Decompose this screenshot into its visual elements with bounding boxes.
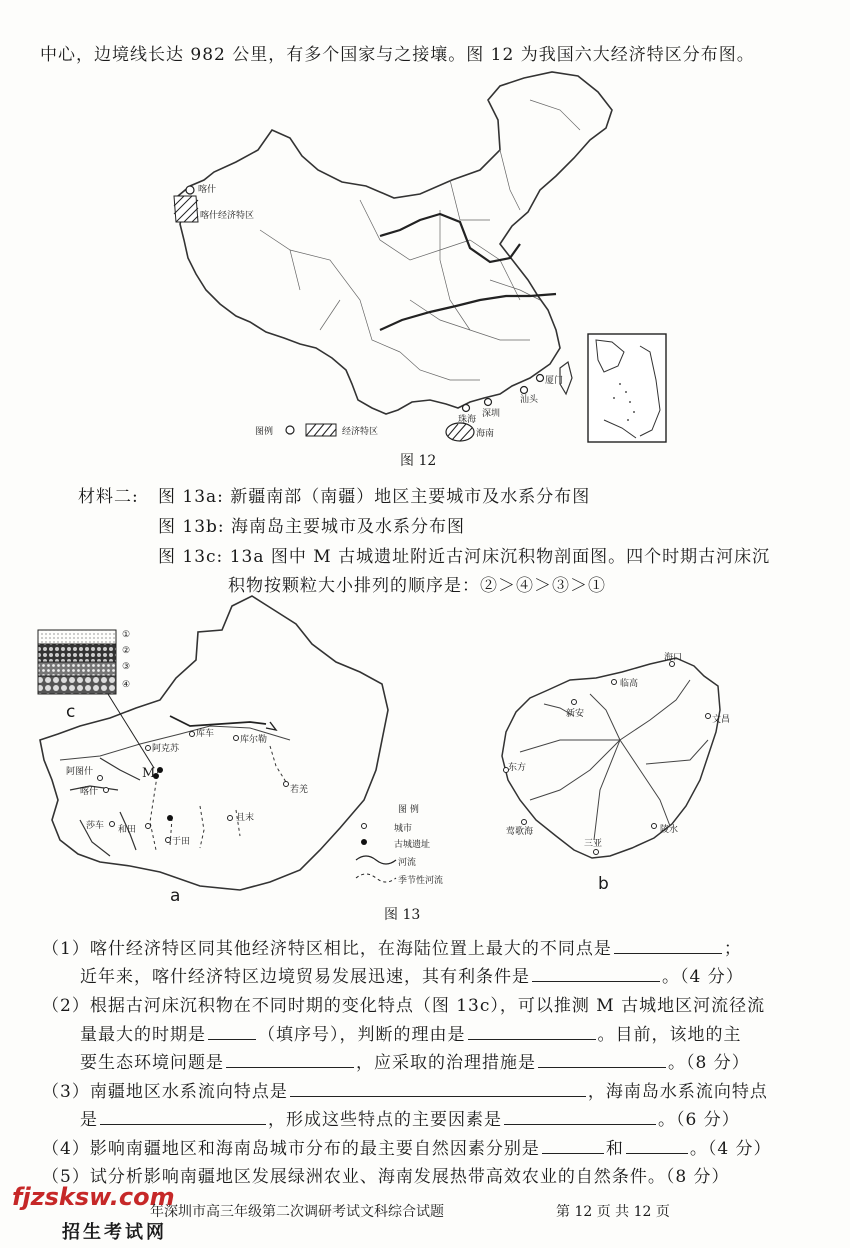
city-lingshui: 陵水	[660, 825, 679, 835]
footer-title: 年深圳市高三年级第二次调研考试文科综合试题	[150, 1204, 444, 1220]
city-ledong: 莺歌海	[506, 827, 534, 837]
city-kashi: 喀什	[80, 787, 99, 797]
city-shache: 莎车	[86, 821, 105, 831]
city-hetian: 和田	[118, 825, 137, 835]
material2-line-b: 图 13b: 海南岛主要城市及水系分布图	[158, 517, 466, 537]
city-lingao: 临高	[620, 679, 639, 689]
label-shenzhen: 深圳	[482, 409, 501, 419]
material2-line-c2: 积物按颗粒大小排列的顺序是：②＞④＞③＞①	[228, 576, 606, 596]
answer-blank[interactable]	[100, 1123, 266, 1125]
legend-city: 城市	[394, 824, 413, 834]
hainan-outline	[502, 658, 720, 858]
china-outline	[178, 72, 612, 414]
kashi-zone-mark	[174, 186, 198, 222]
city-ruoqiang: 若羌	[290, 785, 309, 795]
yangtze-river	[380, 294, 556, 330]
footer-page: 第 12 页 共 12 页	[556, 1204, 670, 1220]
layer-1: ①	[122, 630, 131, 640]
city-akesu: 阿克苏	[152, 744, 180, 754]
figure-12-caption: 图 12	[400, 453, 437, 469]
figure-13c-column	[36, 628, 136, 698]
label-hainan: 海南	[476, 429, 495, 439]
city-yutian: 于田	[172, 837, 191, 847]
south-china-sea-inset	[588, 334, 666, 442]
city-wenchang: 文昌	[712, 715, 731, 725]
hainan-zone-mark	[446, 423, 474, 441]
material2-line-c1: 图 13c: 13a 图中 M 古城遗址附近古河床沉积物剖面图。四个时期古河床沉	[158, 547, 771, 567]
legend-zone-label: 经济特区	[342, 427, 379, 437]
label-shantou: 汕头	[520, 395, 539, 405]
answer-blank[interactable]	[626, 1152, 688, 1154]
question-2-line-3: 要生态环境问题是 ，应采取的治理措施是 。（8 分）	[80, 1053, 750, 1073]
label-kashi: 喀什	[198, 185, 217, 195]
answer-blank[interactable]	[468, 1038, 596, 1040]
layer-2: ②	[122, 646, 131, 656]
city-haikou: 海口	[664, 653, 683, 663]
question-1-line-2: 近年来，喀什经济特区边境贸易发展迅速，其有利条件是 。（4 分）	[80, 967, 744, 987]
question-4: （4）影响南疆地区和海南岛城市分布的最主要自然因素分别是 和 。（4 分）	[42, 1139, 772, 1159]
watermark-text: 招生考试网	[62, 1222, 167, 1243]
legend-title-13: 图 例	[398, 805, 419, 815]
intro-line: 中心，边境线长达 982 公里，有多个国家与之接壤。图 12 为我国六大经济特区分布图。	[40, 45, 755, 65]
question-1-line-1: （1）喀什经济特区同其他经济特区相比，在海陆位置上最大的不同点是 ；	[42, 939, 742, 959]
label-xiamen: 厦门	[545, 376, 564, 386]
material2-line-a: 图 13a: 新疆南部（南疆）地区主要城市及水系分布图	[158, 487, 591, 507]
question-2-line-2: 量最大的时期是 （填序号），判断的理由是 。目前，该地的主	[80, 1025, 742, 1045]
material2-prefix: 材料二:	[78, 487, 139, 507]
city-kuche: 库车	[196, 729, 215, 739]
answer-blank[interactable]	[226, 1066, 354, 1068]
legend-seasonal: 季节性河流	[398, 876, 444, 886]
city-qiemo: 且末	[236, 813, 255, 823]
answer-blank[interactable]	[532, 980, 660, 982]
answer-blank[interactable]	[538, 1066, 666, 1068]
label-zhuhai: 珠海	[458, 415, 477, 425]
city-danzhou: 新安	[566, 709, 585, 719]
yellow-river	[380, 214, 520, 262]
answer-blank[interactable]	[504, 1123, 656, 1125]
legend-ruin: 古城遗址	[394, 840, 431, 850]
city-dongfang: 东方	[508, 763, 527, 773]
label-kashi-zone: 喀什经济特区	[200, 211, 255, 221]
question-5: （5）试分析影响南疆地区发展绿洲农业、海南发展热带高效农业的自然条件。（8 分）	[42, 1167, 730, 1187]
label-c: c	[66, 702, 76, 722]
label-M: M	[142, 766, 156, 781]
question-3-line-1: （3）南疆地区水系流向特点是 ，海南岛水系流向特点	[42, 1082, 768, 1102]
question-3-line-2: 是 ，形成这些特点的主要因素是 。（6 分）	[80, 1110, 740, 1130]
watermark-url: fjzsksw.com	[12, 1183, 175, 1211]
question-2-line-1: （2）根据古河床沉积物在不同时期的变化特点（图 13c），可以推测 M 古城地区河流径流	[42, 996, 766, 1016]
layer-3: ③	[122, 662, 131, 672]
city-sanya: 三亚	[584, 839, 603, 849]
answer-blank[interactable]	[290, 1095, 586, 1097]
city-atushi: 阿图什	[66, 767, 94, 777]
answer-blank[interactable]	[614, 952, 722, 954]
figure-13-caption: 图 13	[384, 907, 421, 923]
legend-title-12: 图例	[255, 427, 274, 437]
label-a: a	[170, 886, 181, 906]
answer-blank[interactable]	[542, 1152, 604, 1154]
answer-blank[interactable]	[208, 1038, 256, 1040]
layer-4: ④	[122, 680, 131, 690]
label-b: b	[598, 874, 609, 894]
city-kuerle: 库尔勒	[240, 735, 268, 745]
legend-river: 河流	[398, 858, 417, 868]
